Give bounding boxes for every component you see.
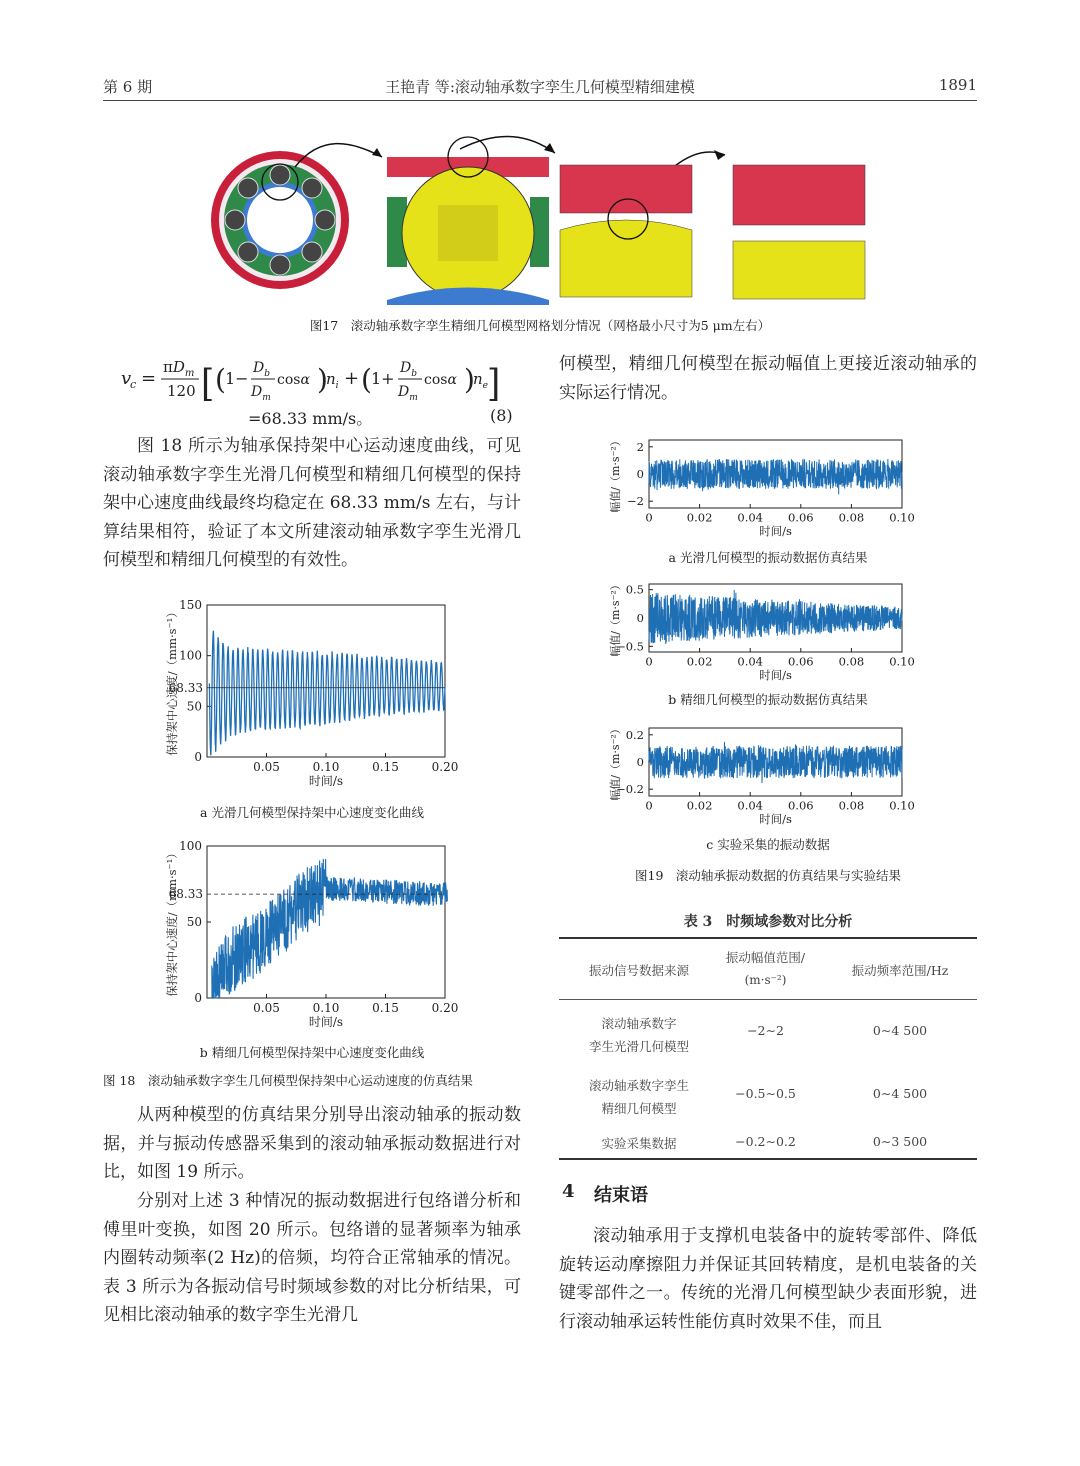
y-axis-label: 保持架中心速度/（mm·s⁻¹） [164, 606, 179, 756]
running-header-issue: 第 6 期 [103, 78, 153, 96]
reference-line-label: 68.33 [168, 887, 203, 902]
y-tick-label: 0 [636, 611, 644, 625]
section-number: 4 [562, 1181, 575, 1202]
table-cell: 滚动轴承数字孪生 [588, 1078, 689, 1093]
page-number: 1891 [938, 76, 977, 94]
x-tick-label: 0.08 [838, 654, 865, 669]
svg-text:ne: $n_e$ [473, 370, 488, 391]
y-tick-label: 100 [179, 839, 202, 853]
chart-fig19a [600, 432, 930, 542]
svg-text:Dm: $D_m$ [398, 384, 418, 403]
y-tick-label: 2 [636, 439, 644, 454]
table-row-1-source [559, 1012, 719, 1058]
header-rule [103, 100, 977, 101]
table-row-3-amplitude: −0.2∼0.2 [735, 1134, 796, 1149]
x-tick-label: 0.06 [787, 798, 814, 813]
y-tick-label: 0 [636, 467, 644, 481]
x-axis-label: 时间/s [759, 524, 792, 538]
table-row-2-amplitude: −0.5∼0.5 [735, 1086, 796, 1101]
series-line [649, 742, 902, 783]
series-line [649, 590, 902, 644]
x-tick-label: 0.15 [372, 760, 399, 774]
chart-fig19b [600, 576, 930, 686]
svg-text:1+: 1+ [371, 369, 395, 388]
svg-text:): ) [317, 363, 328, 396]
x-tick-label: 0.10 [312, 1001, 340, 1015]
x-tick-label: 0.10 [889, 798, 915, 813]
x-axis-label: 时间/s [308, 774, 344, 788]
y-tick-label: −2 [627, 494, 644, 509]
x-tick-label: 0 [645, 798, 653, 813]
y-axis-label: 保持架中心速度/（mm·s⁻¹） [164, 847, 179, 997]
x-tick-label: 0.04 [737, 798, 764, 813]
x-tick-label: 0.04 [737, 510, 764, 525]
table-row-3-frequency: 0∼3 500 [872, 1134, 928, 1149]
y-tick-label: 50 [186, 699, 202, 714]
paragraph-fig18-description: 图 18 所示为轴承保持架中心运动速度曲线，可见滚动轴承数字孪生光滑几何模型和精细几何模型的保持架中心速度曲线最终均稳定在 68.33 mm/s 左右，与计算结果相符，验证了本文所建滚动轴承数字孪生光滑几何模型和精细几何模型的有效性。 [103, 436, 521, 570]
ball-mesh-image [387, 137, 549, 305]
x-tick-label: 0.10 [312, 760, 340, 774]
x-tick-label: 0.06 [787, 654, 814, 669]
y-tick-label: 150 [179, 598, 202, 612]
fig18a-caption: a 光滑几何模型保持架中心速度变化曲线 [200, 805, 424, 820]
table-row-1-amplitude: −2∼2 [747, 1023, 784, 1038]
reference-line-label: 68.33 [168, 680, 203, 695]
svg-text:ni: $n_i$ [326, 370, 339, 391]
svg-text:Dm: $D_m$ [251, 384, 271, 403]
x-tick-label: 0.02 [686, 798, 713, 813]
x-tick-label: 0 [645, 510, 653, 525]
series-line [209, 631, 445, 756]
paragraph-conclusion: 滚动轴承用于支撑机电装备中的旋转零部件、降低旋转运动摩擦阻力并保证其回转精度，是机电装备的关键零部件之一。传统的光滑几何模型缺少表面形貌，进行滚动轴承运转性能仿真时效果不佳，而且 [559, 1226, 977, 1332]
table-header-frequency: 振动频率范围/Hz [851, 963, 949, 978]
y-axis-label: 幅值/（m·s⁻²） [609, 435, 623, 513]
table-cell: 精细几何模型 [601, 1101, 677, 1116]
contact-mesh-image [560, 165, 692, 297]
x-tick-label: 0.15 [372, 1001, 399, 1015]
table-cell: 滚动轴承数字 [601, 1016, 677, 1031]
eq-bracket-left: [ [201, 362, 215, 406]
fig19b-caption: b 精细几何模型的振动数据仿真结果 [668, 692, 868, 707]
x-axis-label: 时间/s [759, 812, 792, 826]
svg-text:=: = [141, 368, 157, 389]
table-top-rule [559, 937, 977, 939]
table-header-source: 振动信号数据来源 [588, 963, 689, 978]
x-tick-label: 0.06 [787, 510, 814, 525]
fine-mesh-image [733, 165, 865, 299]
series-line [212, 859, 448, 998]
y-tick-label: 100 [179, 648, 202, 663]
fig19a-caption: a 光滑几何模型的振动数据仿真结果 [668, 550, 868, 565]
table-row-2-frequency: 0∼4 500 [872, 1086, 928, 1101]
figure-17-mesh-images [210, 135, 880, 305]
table-cell: 孪生光滑几何模型 [588, 1039, 689, 1054]
x-axis-label: 时间/s [759, 668, 792, 682]
y-tick-label: 0.2 [625, 727, 644, 742]
x-tick-label: 0.04 [737, 654, 764, 669]
x-tick-label: 0.05 [253, 760, 280, 774]
svg-text:cosα: cosα [277, 372, 310, 388]
bearing-section-image [211, 151, 349, 289]
svg-text:]: ] [487, 362, 501, 406]
x-tick-label: 0.02 [686, 510, 713, 525]
chart-fig18b [150, 836, 470, 1041]
x-tick-label: 0.10 [889, 654, 915, 669]
table-header-rule [559, 999, 977, 1000]
y-tick-label: 0.5 [625, 582, 644, 597]
y-tick-label: −0.5 [616, 639, 644, 654]
x-tick-label: 0.02 [686, 654, 713, 669]
svg-text:1−: 1− [225, 369, 249, 388]
x-tick-label: 0.08 [838, 798, 865, 813]
x-tick-label: 0.10 [889, 510, 915, 525]
running-header-title: 王艳青 等:滚动轴承数字孪生几何模型精细建模 [385, 78, 695, 96]
x-axis-label: 时间/s [308, 1015, 344, 1029]
y-tick-label: 0 [194, 750, 202, 764]
table-row-1-frequency: 0∼4 500 [872, 1023, 928, 1038]
y-tick-label: 0 [636, 755, 644, 769]
x-tick-label: 0.08 [838, 510, 865, 525]
x-tick-label: 0.20 [431, 760, 459, 774]
table-row-3-source: 实验采集数据 [601, 1136, 677, 1151]
svg-text:): ) [464, 363, 475, 396]
svg-text:Db: $D_b$ [400, 360, 417, 379]
figure-19-caption: 图19 滚动轴承振动数据的仿真结果与实验结果 [635, 868, 901, 883]
table-header-amplitude-unit: (m·s⁻²) [744, 973, 787, 987]
x-tick-label: 0.05 [253, 1001, 280, 1015]
y-axis-label: 幅值/（m·s⁻²） [609, 723, 623, 801]
svg-text:120: 120 [167, 382, 196, 400]
paragraph-fig19-intro: 从两种模型的仿真结果分别导出滚动轴承的振动数据，并与振动传感器采集到的滚动轴承振动数据进行对比，如图 19 所示。 [103, 1105, 521, 1182]
y-tick-label: −0.2 [616, 782, 644, 797]
y-tick-label: 0 [194, 991, 202, 1005]
equation-result: =68.33 mm/s。 [248, 409, 373, 428]
svg-text:(: ( [215, 363, 226, 396]
eq-lhs: v [121, 368, 132, 389]
table-header-amplitude: 振动幅值范围/ [725, 950, 806, 965]
x-tick-label: 0.20 [431, 1001, 459, 1015]
table-bottom-rule [559, 1158, 977, 1160]
series-line [649, 459, 902, 494]
section-title: 结束语 [594, 1185, 648, 1206]
fig18b-caption: b 精细几何模型保持架中心速度变化曲线 [199, 1045, 425, 1060]
svg-text:c: c [130, 378, 137, 391]
chart-fig19c [600, 720, 930, 830]
table-row-2-source [559, 1074, 719, 1120]
table-3-title: 表 3 时频域参数对比分析 [683, 914, 853, 930]
svg-text:cosα: cosα [424, 372, 457, 388]
figure-18-caption: 图 18 滚动轴承数字孪生几何模型保持架中心运动速度的仿真结果 [103, 1073, 473, 1088]
chart-fig18a [150, 595, 470, 800]
equation-number: (8) [490, 406, 513, 425]
paragraph-table3-intro: 分别对上述 3 种情况的振动数据进行包络谱分析和傅里叶变换，如图 20 所示。包络谱的显著频率为轴承内圈转动频率(2 Hz)的倍频，均符合正常轴承的情况。表 3 所示为各振动信号时频域参数的对比分析结果，可见相比滚动轴承的数字孪生光滑几 [103, 1191, 521, 1325]
svg-text:+: + [344, 368, 360, 389]
fig19c-caption: c 实验采集的振动数据 [706, 837, 830, 852]
paragraph-continuation: 何模型，精细几何模型在振动幅值上更接近滚动轴承的实际运行情况。 [559, 354, 977, 403]
svg-text:(: ( [361, 363, 372, 396]
figure-17-caption: 图17 滚动轴承数字孪生精细几何模型网格划分情况（网格最小尺寸为5 μm左右） [309, 318, 771, 333]
svg-text:Db: $D_b$ [253, 360, 270, 379]
svg-text:πDm: $\pi D_m$ [163, 358, 195, 379]
y-axis-label: 幅值/（m·s⁻²） [609, 579, 623, 657]
y-tick-label: 50 [186, 915, 202, 929]
x-tick-label: 0 [645, 654, 653, 669]
